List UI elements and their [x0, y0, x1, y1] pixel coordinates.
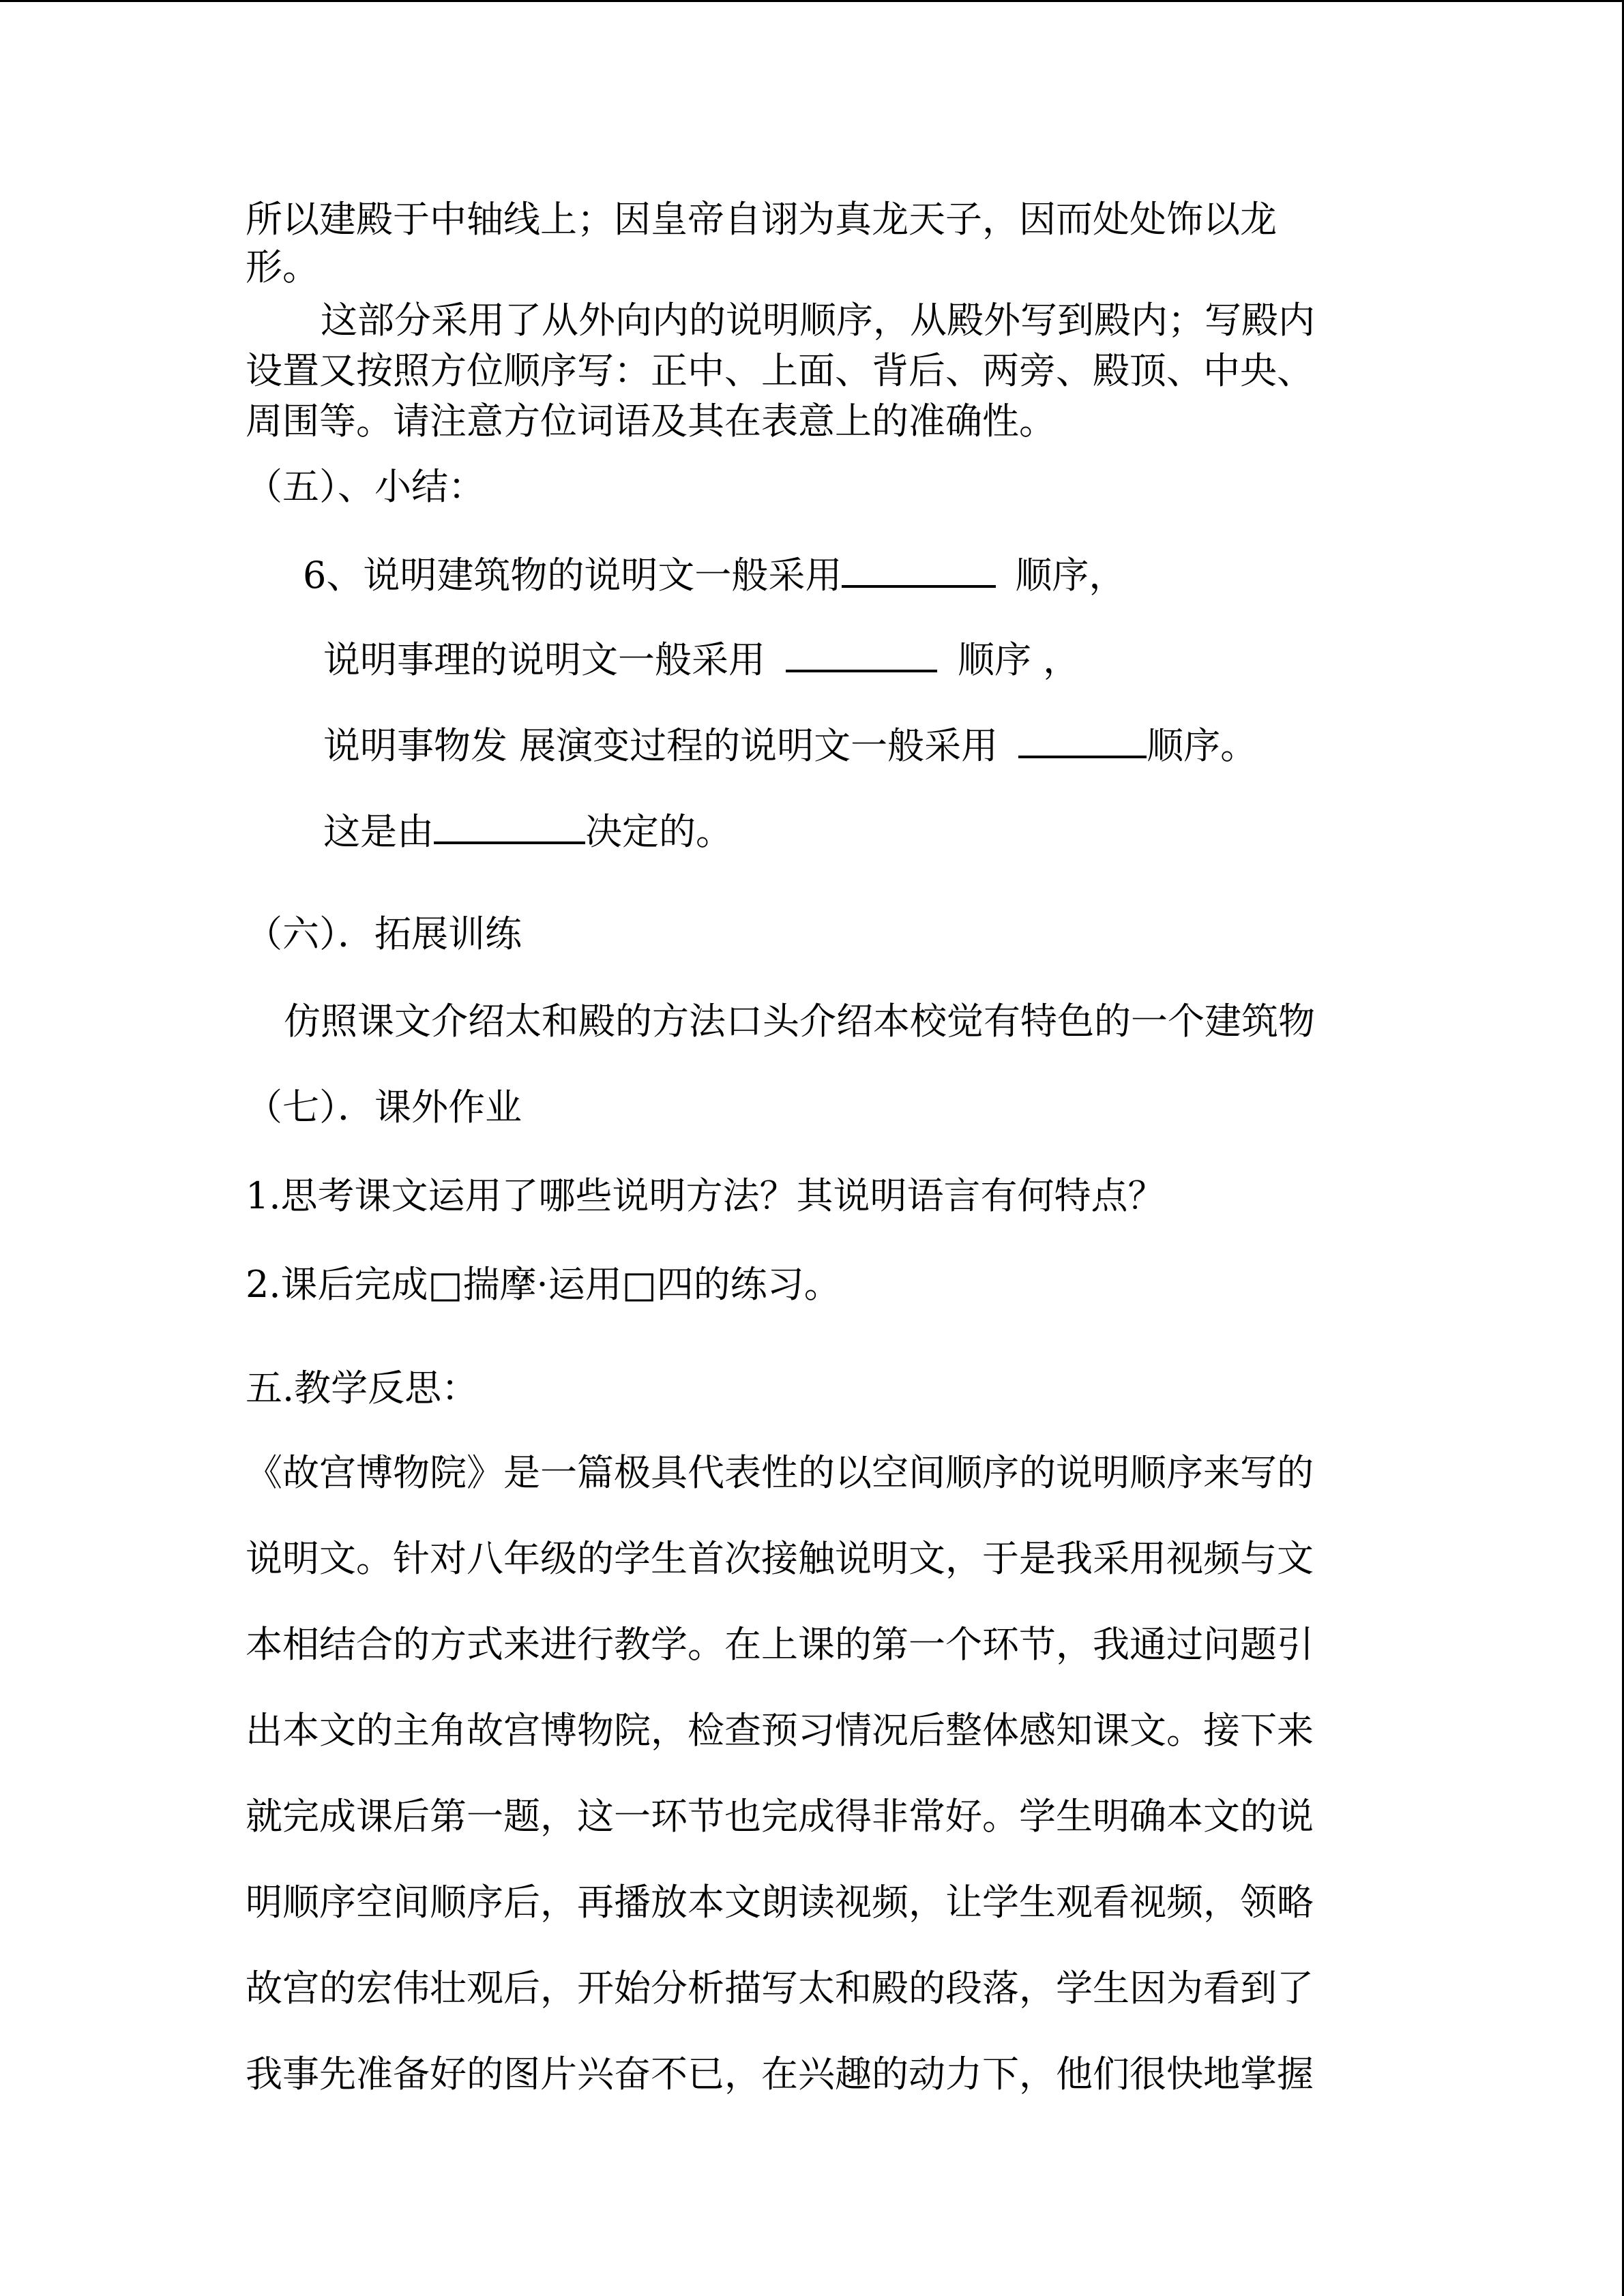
extension-text: 仿照课文介绍太和殿的方法口头介绍本校觉有特色的一个建筑物 [284, 1000, 1315, 1043]
reflection-heading: 五.教学反思： [246, 1367, 479, 1410]
l4-suffix: 决定的。 [585, 810, 733, 853]
passage-line-5: 周围等。请注意方位词语及其在表意上的准确性。 [246, 400, 1056, 443]
reflection-line: 故宫的宏伟壮观后，开始分析描写太和殿的段落，学生因为看到了 [246, 1967, 1314, 2010]
l2-blank[interactable] [786, 636, 937, 672]
l3-suffix: 顺序。 [1147, 724, 1258, 767]
passage-line-2: 形。 [246, 245, 319, 288]
summary-heading: （五）、小结： [246, 465, 485, 508]
homework-heading: （七）．课外作业 [246, 1086, 522, 1129]
reflection-line: 说明文。针对八年级的学生首次接触说明文，于是我采用视频与文 [246, 1537, 1314, 1580]
reflection-line: 《故宫博物院》是一篇极具代表性的以空间顺序的说明顺序来写的 [246, 1451, 1314, 1494]
passage-line-3: 这部分采用了从外向内的说明顺序，从殿外写到殿内；写殿内 [321, 299, 1315, 342]
reflection-line: 我事先准备好的图片兴奋不已，在兴趣的动力下，他们很快地掌握 [246, 2053, 1314, 2096]
summary-line-2 [323, 636, 1080, 682]
summary-line-3 [323, 721, 1257, 768]
l4-prefix: 这是由 [323, 810, 434, 853]
reflection-line: 就完成课后第一题，这一环节也完成得非常好。学生明确本文的说 [246, 1795, 1314, 1838]
l2-prefix: 说明事理的说明文一般采用 [323, 638, 765, 681]
l2-suffix: 顺序 ， [958, 638, 1080, 681]
l4-blank[interactable] [434, 807, 585, 844]
passage-line-4: 设置又按照方位顺序写：正中、上面、背后、两旁、殿顶、中央、 [246, 349, 1314, 392]
reflection-line: 出本文的主角故宫博物院，检查预习情况后整体感知课文。接下来 [246, 1709, 1314, 1752]
q6-prefix: 6、说明建筑物的说明文一般采用 [303, 554, 842, 597]
reflection-line: 本相结合的方式来进行教学。在上课的第一个环节，我通过问题引 [246, 1623, 1314, 1666]
homework-item-1: 1.思考课文运用了哪些说明方法？其说明语言有何特点？ [246, 1174, 1165, 1217]
q6-blank[interactable] [842, 551, 996, 588]
l3-blank[interactable] [1018, 721, 1147, 758]
page-border-top [0, 0, 1624, 2]
reflection-line: 明顺序空间顺序后，再播放本文朗读视频，让学生观看视频，领略 [246, 1881, 1314, 1924]
homework-item-2: 2.课后完成□揣摩·运用□四的练习。 [246, 1263, 841, 1306]
l3-prefix: 说明事物发 展演变过程的说明文一般采用 [323, 724, 999, 767]
extension-heading: （六）．拓展训练 [246, 912, 522, 955]
summary-line-4 [323, 807, 733, 854]
q6-suffix: 顺序， [1015, 554, 1126, 597]
summary-question-6 [303, 551, 1125, 597]
passage-line-1: 所以建殿于中轴线上；因皇帝自诩为真龙天子，因而处处饰以龙 [246, 198, 1277, 241]
